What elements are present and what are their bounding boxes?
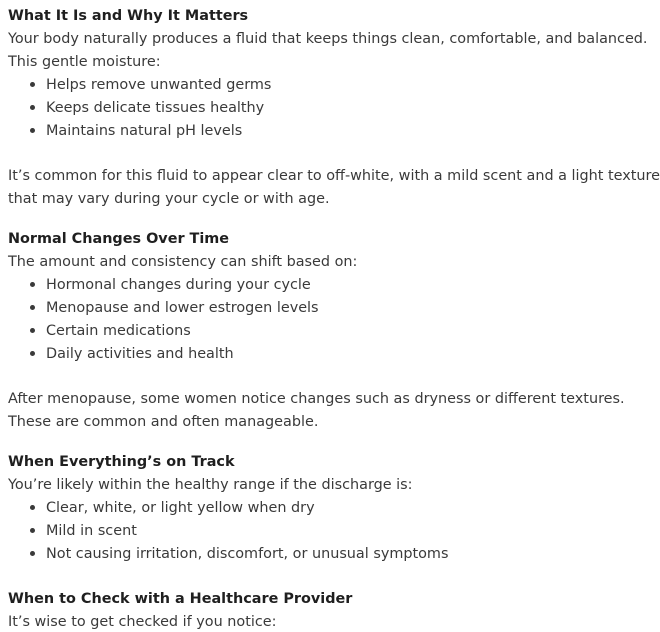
bullet-icon [30,328,35,333]
paragraph-line: It’s common for this fluid to appear clear to off-white, with a mild scent and a light texture [8,168,660,184]
list-item: Daily activities and health [30,344,234,364]
list-item: Mild in scent [30,521,137,541]
paragraph-line: The amount and consistency can shift based on: [8,254,358,270]
bullet-icon [30,282,35,287]
section-heading: When Everything’s on Track [8,454,235,470]
paragraph-line: Your body naturally produces a fluid that keeps things clean, comfortable, and balanced. [8,31,648,47]
list-item: Helps remove unwanted germs [30,75,271,95]
list-item: Maintains natural pH levels [30,121,242,141]
bullet-icon [30,505,35,510]
paragraph-line: This gentle moisture: [8,54,161,70]
list-item: Keeps delicate tissues healthy [30,98,264,118]
paragraph-line: These are common and often manageable. [8,414,319,430]
paragraph-line: It’s wise to get checked if you notice: [8,614,277,630]
section-heading: When to Check with a Healthcare Provider [8,591,353,607]
list-item: Menopause and lower estrogen levels [30,298,319,318]
list-item: Hormonal changes during your cycle [30,275,311,295]
list-item: Not causing irritation, discomfort, or unusual symptoms [30,544,448,564]
paragraph-line: You’re likely within the healthy range if the discharge is: [8,477,413,493]
paragraph-line: After menopause, some women notice changes such as dryness or different textures. [8,391,625,407]
paragraph-line: that may vary during your cycle or with age. [8,191,330,207]
bullet-icon [30,351,35,356]
bullet-icon [30,528,35,533]
bullet-icon [30,305,35,310]
bullet-icon [30,82,35,87]
list-item: Certain medications [30,321,191,341]
section-heading: What It Is and Why It Matters [8,8,249,24]
bullet-icon [30,128,35,133]
bullet-icon [30,105,35,110]
bullet-icon [30,551,35,556]
list-item: Clear, white, or light yellow when dry [30,498,315,518]
section-heading: Normal Changes Over Time [8,231,230,247]
